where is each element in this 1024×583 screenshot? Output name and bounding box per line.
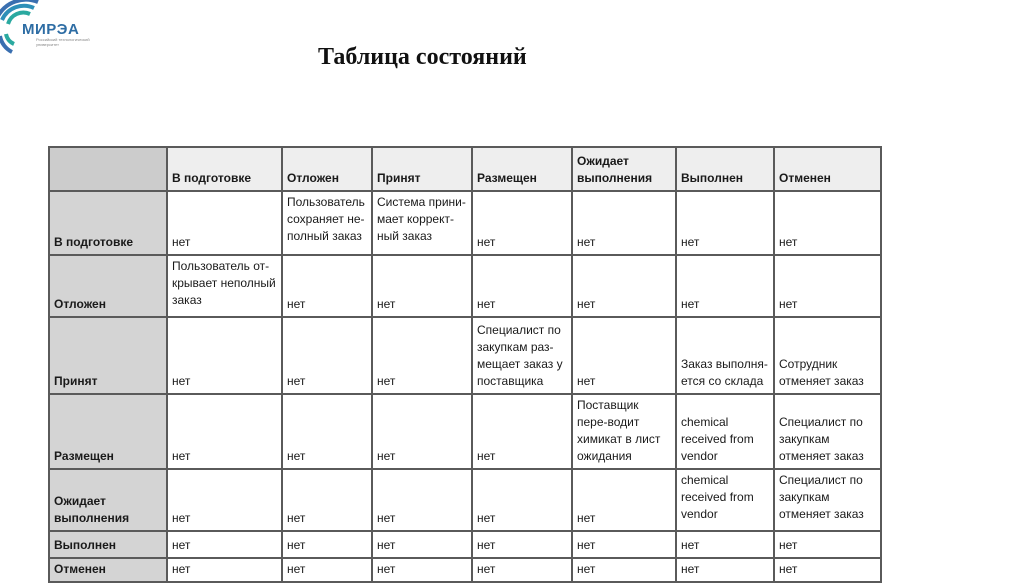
row-header: В подготовке <box>49 191 167 255</box>
table-cell: нет <box>167 558 282 582</box>
table-cell: Заказ выполня-ется со склада <box>676 317 774 394</box>
table-row <box>49 255 881 317</box>
table-cell: нет <box>774 191 881 255</box>
table-cell: Поставщик пере-водит химикат в лист ожидания <box>572 394 676 469</box>
table-cell: нет <box>572 317 676 394</box>
table-cell: нет <box>572 531 676 558</box>
row-header: Ожидает выполнения <box>49 469 167 531</box>
column-header: Выполнен <box>676 147 774 191</box>
logo-subtitle: Российский технологический университет <box>36 37 90 47</box>
table-cell: нет <box>676 191 774 255</box>
table-cell: Система прини-мает коррект-ный заказ <box>372 191 472 255</box>
row-header: Размещен <box>49 394 167 469</box>
corner-cell <box>49 147 167 191</box>
logo-name: МИРЭА <box>22 21 80 38</box>
column-header: Ожидает выполнения <box>572 147 676 191</box>
row-header: Отложен <box>49 255 167 317</box>
table-cell: нет <box>472 469 572 531</box>
table-cell: нет <box>372 558 472 582</box>
table-cell: нет <box>472 255 572 317</box>
table-cell: нет <box>572 191 676 255</box>
table-cell: нет <box>372 531 472 558</box>
page-title: Таблица состояний <box>318 44 527 70</box>
table-cell: нет <box>167 191 282 255</box>
table-cell: нет <box>167 317 282 394</box>
table-cell: Специалист по закупкам раз-мещает заказ у поставщика <box>472 317 572 394</box>
table-cell: нет <box>676 255 774 317</box>
table-cell: нет <box>372 317 472 394</box>
table-cell: нет <box>372 255 472 317</box>
table-cell: Специалист по закупкам отменяет заказ <box>774 469 881 531</box>
column-header: Отложен <box>282 147 372 191</box>
column-header: Размещен <box>472 147 572 191</box>
table-cell: нет <box>282 531 372 558</box>
column-header: В подготовке <box>167 147 282 191</box>
table-cell: нет <box>472 558 572 582</box>
table-cell: нет <box>572 255 676 317</box>
row-header: Выполнен <box>49 531 167 558</box>
column-header: Принят <box>372 147 472 191</box>
table-row <box>49 394 881 469</box>
table-cell: нет <box>282 394 372 469</box>
table-row <box>49 317 881 394</box>
table-cell: chemical received from vendor <box>676 394 774 469</box>
row-header: Отменен <box>49 558 167 582</box>
table-cell: нет <box>282 558 372 582</box>
table-cell: chemical received from vendor <box>676 469 774 531</box>
table-row <box>49 191 881 255</box>
table-cell: нет <box>372 394 472 469</box>
table-cell: нет <box>167 531 282 558</box>
table-cell: нет <box>774 531 881 558</box>
state-table <box>48 146 882 583</box>
table-cell: Сотрудник отменяет заказ <box>774 317 881 394</box>
table-cell: Пользователь от-крывает неполный заказ <box>167 255 282 317</box>
table-cell: нет <box>372 469 472 531</box>
table-cell: нет <box>472 531 572 558</box>
table-cell: Пользователь сохраняет не-полный заказ <box>282 191 372 255</box>
table-cell: нет <box>676 531 774 558</box>
table-cell: нет <box>282 255 372 317</box>
table-row <box>49 531 881 558</box>
row-header: Принят <box>49 317 167 394</box>
table-cell: нет <box>472 394 572 469</box>
table-cell: нет <box>774 558 881 582</box>
table-cell: нет <box>774 255 881 317</box>
mirea-logo <box>0 0 110 56</box>
table-row <box>49 469 881 531</box>
header-row <box>49 147 881 191</box>
table-row <box>49 558 881 582</box>
table-cell: нет <box>167 394 282 469</box>
table-cell: нет <box>282 469 372 531</box>
table-cell: нет <box>572 558 676 582</box>
column-header: Отменен <box>774 147 881 191</box>
table-cell: нет <box>676 558 774 582</box>
table-cell: Специалист по закупкам отменяет заказ <box>774 394 881 469</box>
table-cell: нет <box>282 317 372 394</box>
table-cell: нет <box>572 469 676 531</box>
table-cell: нет <box>167 469 282 531</box>
table-cell: нет <box>472 191 572 255</box>
